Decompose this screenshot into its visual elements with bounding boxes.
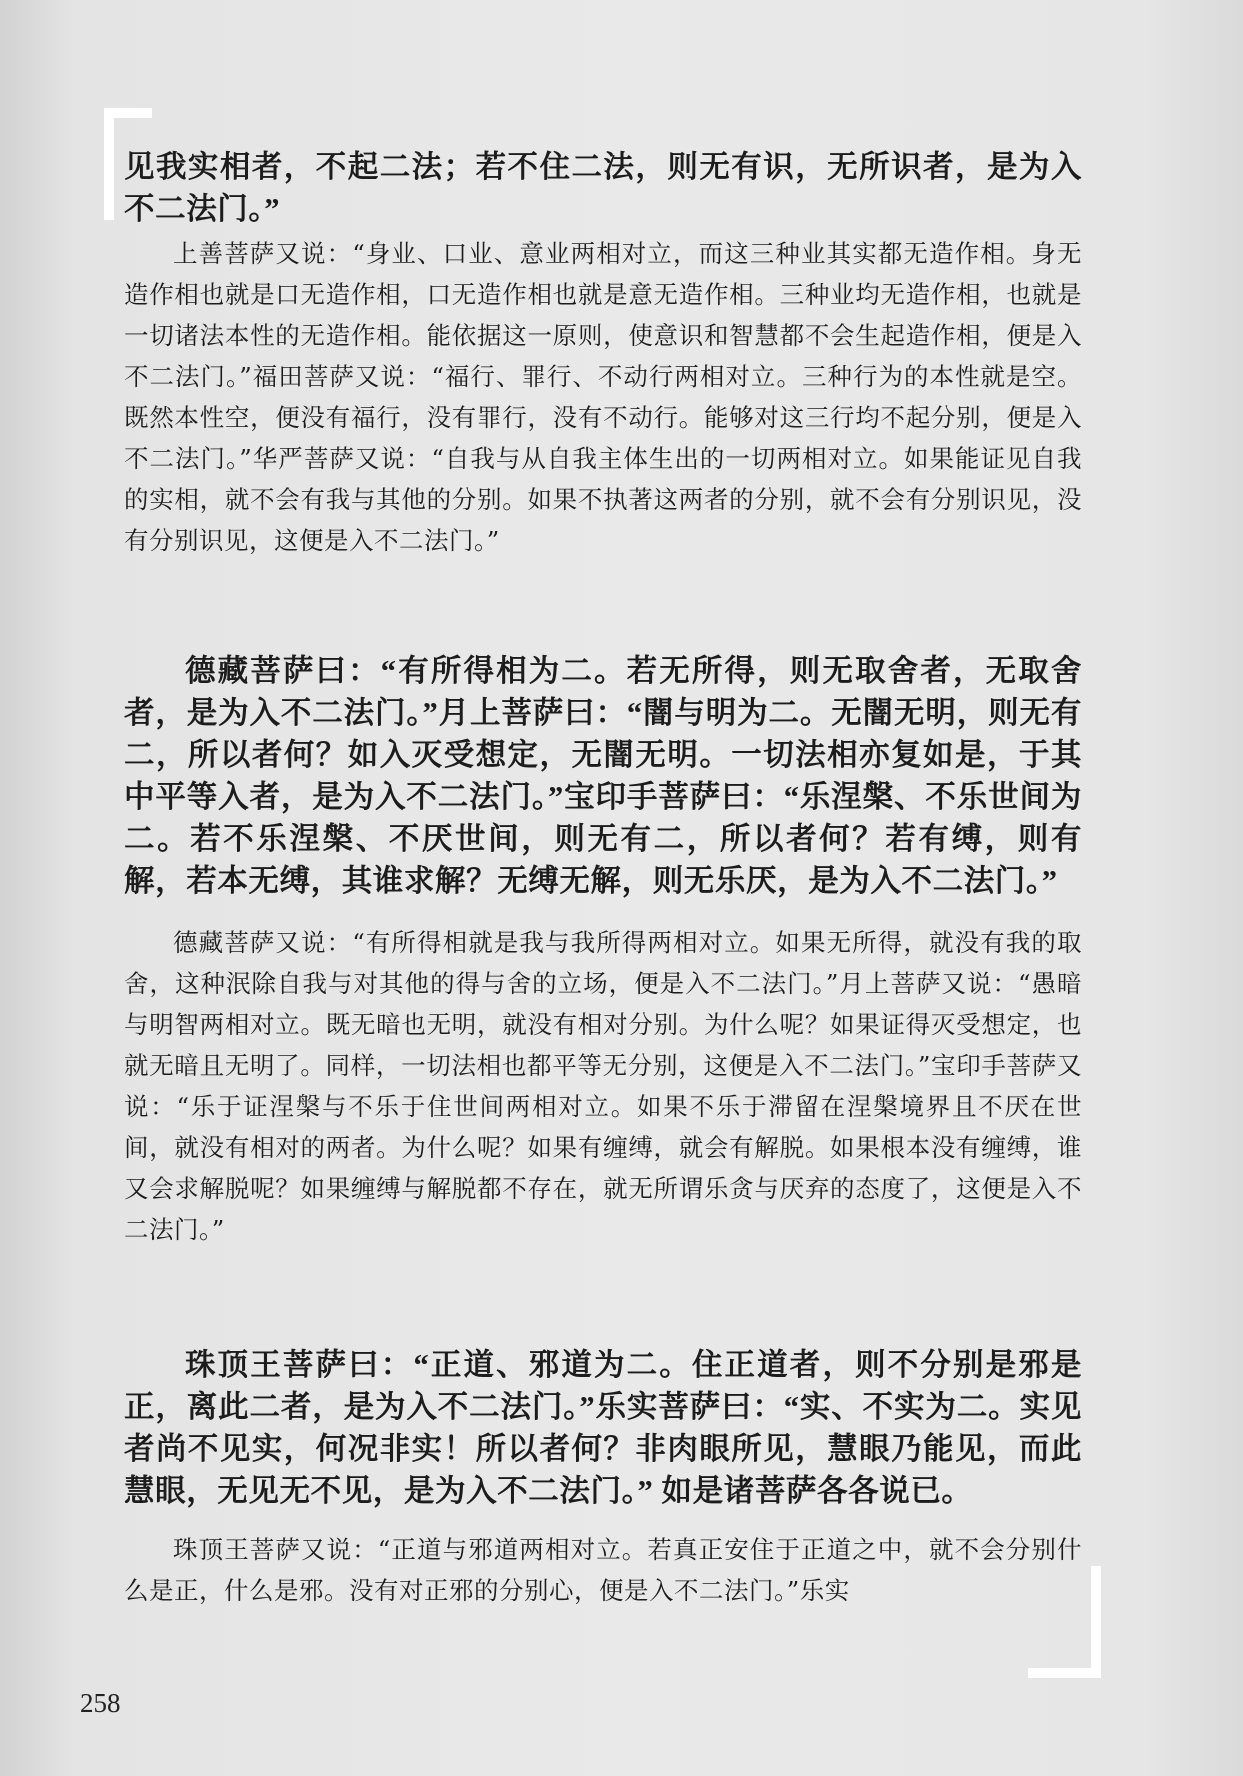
corner-bracket-bottom-right-vertical — [1091, 1566, 1101, 1678]
corner-bracket-top-left-vertical — [104, 108, 114, 220]
translation-paragraph-zhudingwang: 珠顶王菩萨又说：“正道与邪道两相对立。若真正安住于正道之中，就不会分别什么是正，什么是邪。没有对正邪的分别心，便是入不二法门。”乐实 — [124, 1535, 1082, 1605]
translation-paragraph-shangshan-futian-huayan: 上善菩萨又说：“身业、口业、意业两相对立，而这三种业其实都无造作相。身无造作相也就是口无造作相，口无造作相也就是意无造作相。三种业均无造作相，也就是一切诸法本性的无造作相。能依据这一原则，使意识和智慧都不会生起造作相，便是入不二法门。”福田菩萨又说：“福行、罪行、不动行两相对立。三种行为的本性就是空。既然本性空，便没有福行，没有罪行，没有不动行。能够对这三行均不起分别，便是入不二法门。”华严菩萨又说：“自我与从自我主体生出的一切两相对立。如果能证见自我的实相，就不会有我与其他的分别。如果不执著这两者的分别，就不会有分别识见，没有分别识见，这便是入不二法门。” — [124, 239, 1082, 555]
sutra-paragraph-continuation: 见我实相者，不起二法；若不住二法，则无有识，无所识者，是为入不二法门。” — [124, 150, 1082, 226]
sutra-paragraph-dezang-yueshang-baoyinshou: 德藏菩萨曰：“有所得相为二。若无所得，则无取舍者，无取舍者，是为入不二法门。”月上菩萨曰：“闇与明为二。无闇无明，则无有二，所以者何？如入灭受想定，无闇无明。一切法相亦复如是，于其中平等入者，是为入不二法门。”宝印手菩萨曰：“乐涅槃、不乐世间为二。若不乐涅槃、不厌世间，则无有二，所以者何？若有缚，则有解，若本无缚，其谁求解？无缚无解，则无乐厌，是为入不二法门。” — [124, 654, 1082, 898]
translation-paragraph-dezang-yueshang-baoyinshou: 德藏菩萨又说：“有所得相就是我与我所得两相对立。如果无所得，就没有我的取舍，这种泯除自我与对其他的得与舍的立场，便是入不二法门。”月上菩萨又说：“愚暗与明智两相对立。既无暗也无明，就没有相对分别。为什么呢？如果证得灭受想定，也就无暗且无明了。同样，一切法相也都平等无分别，这便是入不二法门。”宝印手菩萨又说：“乐于证涅槃与不乐于住世间两相对立。如果不乐于滞留在涅槃境界且不厌在世间，就没有相对的两者。为什么呢？如果有缠缚，就会有解脱。如果根本没有缠缚，谁又会求解脱呢？如果缠缚与解脱都不存在，就无所谓乐贪与厌弃的态度了，这便是入不二法门。” — [124, 928, 1082, 1244]
page-number: 258 — [80, 1688, 121, 1718]
corner-bracket-bottom-right-horizontal — [1028, 1668, 1101, 1678]
corner-bracket-top-left-horizontal — [104, 108, 152, 118]
sutra-paragraph-zhudingwang-leshi: 珠顶王菩萨曰：“正道、邪道为二。住正道者，则不分别是邪是正，离此二者，是为入不二法门。”乐实菩萨曰：“实、不实为二。实见者尚不见实，何况非实！所以者何？非肉眼所见，慧眼乃能见，而此慧眼，无见无不见，是为入不二法门。” 如是诸菩萨各各说已。 — [124, 1348, 1082, 1508]
